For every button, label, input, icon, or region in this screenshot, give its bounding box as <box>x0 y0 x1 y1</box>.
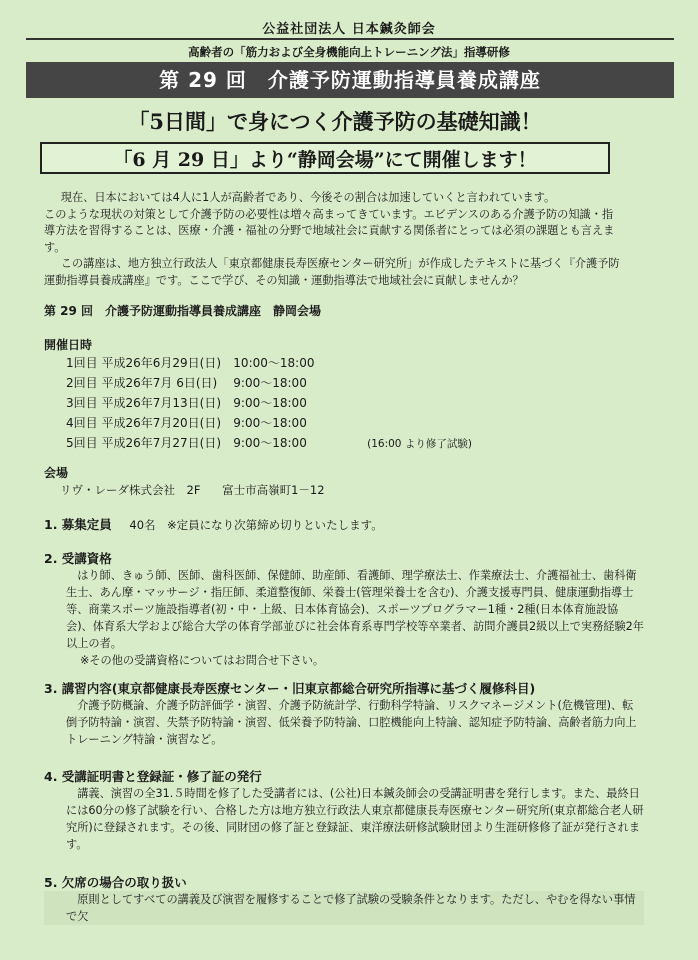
section-body: 講義、演習の全31.５時間を修了した受講者には、(公社)日本鍼灸師会の受講証明書を発行します。また、最終日には60分の修了試験を行い、合格した方は地方独立行政法人東京都健康長寿医療センター研究所(東京都総合老人研究所)に登録されます。その後、同財団の修了証と登録証、東洋療法研修試験財団より生涯研修修了証が発行されます。 <box>66 787 644 851</box>
section-heading: 3. 講習内容(東京都健康長寿医療センター・旧東京都総合研究所指導に基づく履修科目) <box>44 681 536 696</box>
date-row-note: (16:00 より修了試験) <box>367 438 472 450</box>
course-banner: 第 29 回 介護予防運動指導員養成講座 <box>26 62 674 98</box>
date-row-label: 2回目 <box>66 376 98 390</box>
date-row <box>66 354 472 374</box>
section-eligibility <box>44 550 644 669</box>
intro-paragraph-3: この講座は、地方独立行政法人「東京都健康長寿医療センター研究所」が作成したテキストに基づく『介護予防運動指導員養成講座』です。ここで学び、その知識・運動指導法で地域社会に貢献しませんか？ <box>44 257 620 287</box>
date-row-date: 平成26年7月27日(日) <box>101 436 222 450</box>
section-certificates <box>44 768 644 853</box>
section-heading: 1. 募集定員 <box>44 517 112 532</box>
date-row <box>66 394 472 414</box>
section-capacity <box>44 516 644 534</box>
date-row-date: 平成26年6月29日(日) <box>101 356 222 370</box>
intro-text <box>44 190 624 289</box>
section-body: 原則としてすべての講義及び演習を履修することで修了試験の受験条件となります。ただし、やむを得ない事情で欠 <box>44 891 644 925</box>
header-divider <box>26 38 674 40</box>
dates-list <box>66 354 472 454</box>
date-row-time: 10:00～18:00 <box>233 356 315 370</box>
date-row-label: 3回目 <box>66 396 98 410</box>
section-body: 介護予防概論、介護予防評価学・演習、介護予防統計学、行動科学特論、リスクマネージメント(危機管理)、転倒予防特論・演習、失禁予防特論・演習、低栄養予防特論、口腔機能向上特論、認知症予防特論、高齢者筋力向上トレーニング特論・演習など。 <box>66 699 637 746</box>
training-subtitle: 高齢者の「筋力および全身機能向上トレーニング法」指導研修 <box>188 45 510 59</box>
venue-heading: 会場 <box>44 466 69 480</box>
date-row-time: 9:00～18:00 <box>233 416 307 430</box>
section-heading: 4. 受講証明書と登録証・修了証の発行 <box>44 769 262 784</box>
section-heading: 2. 受講資格 <box>44 551 112 566</box>
date-row-time: 9:00～18:00 <box>233 396 307 410</box>
date-row <box>66 414 472 434</box>
intro-paragraph-2: このような現状の対策として介護予防の必要性は増々高まってきています。エビデンスのある介護予防の知識・指導方法を習得することは、医療・介護・福祉の分野で地域社会に貢献する関係者にとっては必須の課題とも言えます。 <box>44 207 615 254</box>
venue-address: 富士市高嶺町1－12 <box>222 483 325 497</box>
section-note: ※その他の受講資格についてはお問合せ下さい。 <box>80 654 325 667</box>
date-row-time: 9:00～18:00 <box>233 436 307 450</box>
date-row-label: 4回目 <box>66 416 98 430</box>
date-row-label: 5回目 <box>66 436 98 450</box>
dates-heading: 開催日時 <box>44 338 93 352</box>
course-title: 第 29 回 介護予防運動指導員養成講座 静岡会場 <box>44 304 322 318</box>
date-row <box>66 434 472 454</box>
section-body: はり師、きゅう師、医師、歯科医師、保健師、助産師、看護師、理学療法士、作業療法士、介護福祉士、歯科衛生士、あん摩・マッサージ・指圧師、柔道整復師、栄養士(管理栄養士を含む)、介護支援専門員、健康運動指導士等、商業スポーツ施設指導者(初・中・上級、日本体育協会)、スポーツプログラマー1種・2種(日本体育施設協会)、体育系大学および総合大学の体育学部並びに社会体育系専門学校等卒業者、訪問介護員2級以上で実務経験2年以上の者。 <box>66 569 644 650</box>
date-row-label: 1回目 <box>66 356 98 370</box>
date-row-date: 平成26年7月13日(日) <box>101 396 222 410</box>
venue-info <box>60 482 343 498</box>
section-heading: 5. 欠席の場合の取り扱い <box>44 875 187 890</box>
venue-name: リヴ・レーダ株式会社 2F <box>60 483 201 497</box>
section-curriculum <box>44 680 644 748</box>
date-row-time: 9:00～18:00 <box>233 376 307 390</box>
date-row-date: 平成26年7月20日(日) <box>101 416 222 430</box>
tagline-five-days: 「5日間」で身につく介護予防の基礎知識！ <box>128 109 542 134</box>
date-row-date: 平成26年7月 6日(日) <box>101 376 218 390</box>
date-row <box>66 374 472 394</box>
capacity-value: 40名 ※定員になり次第締め切りといたします。 <box>129 518 383 532</box>
intro-paragraph-1: 現在、日本においては4人に1人が高齢者であり、今後その割合は加速していくと言われています。 <box>60 191 556 204</box>
section-absence <box>44 874 644 925</box>
tagline-start-date: 「6 月 29 日」より“静岡会場”にて開催します！ <box>40 142 610 174</box>
organization-name: 公益社団法人 日本鍼灸師会 <box>262 22 436 37</box>
